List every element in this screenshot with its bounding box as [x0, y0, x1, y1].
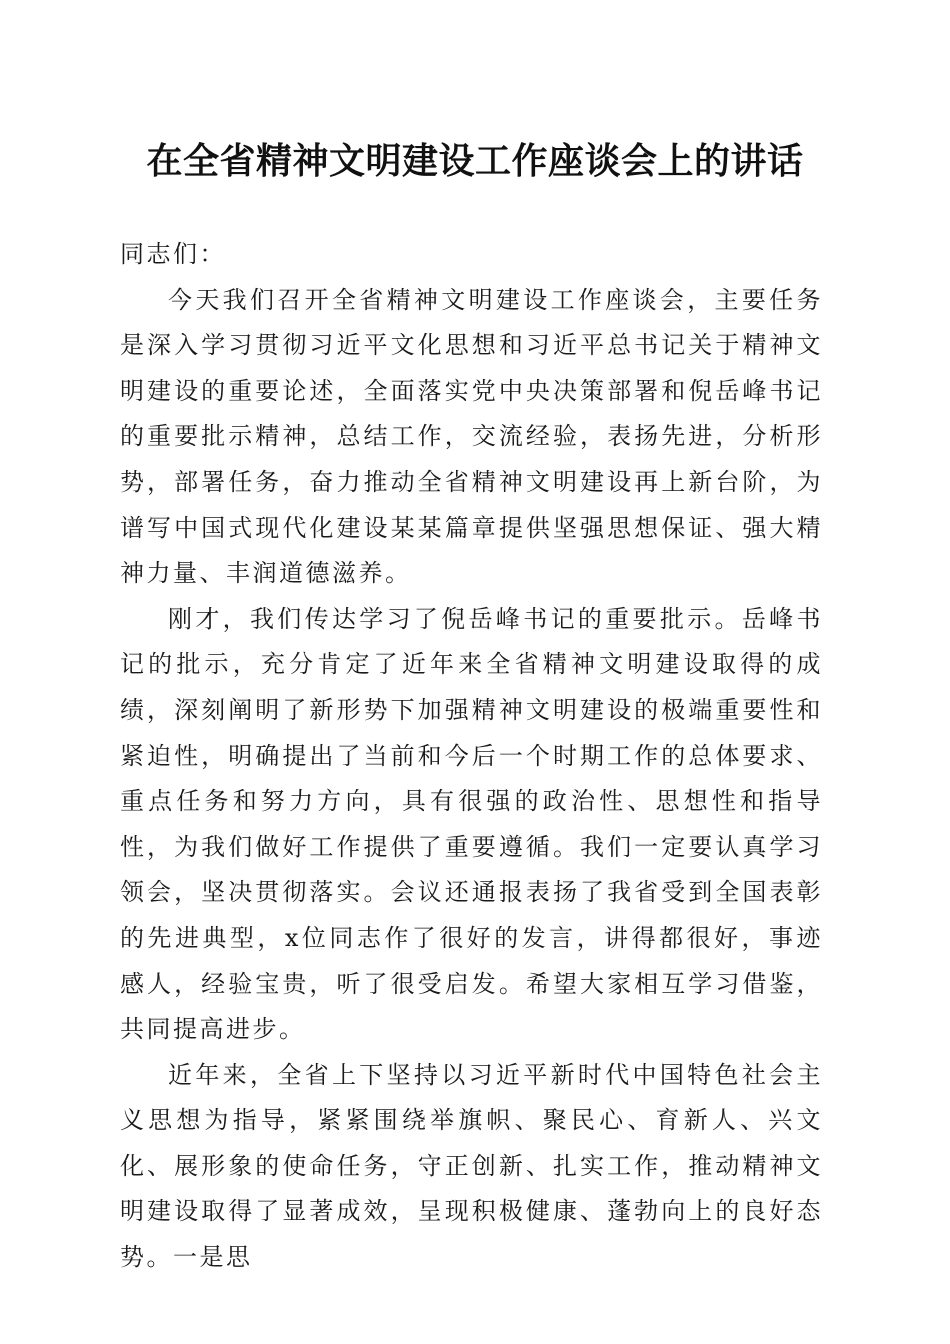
document-title: 在全省精神文明建设工作座谈会上的讲话 [146, 140, 804, 182]
paragraph-3: 近年来，全省上下坚持以习近平新时代中国特色社会主义思想为指导，紧紧围绕举旗帜、聚民心、育新人、兴文化、展形象的使命任务，守正创新、扎实工作，推动精神文明建设取得了显著成效，呈现积极健康、蓬勃向上的良好态势。一是思 [120, 1060, 823, 1272]
paragraph-1: 今天我们召开全省精神文明建设工作座谈会，主要任务是深入学习贯彻习近平文化思想和习近平总书记关于精神文明建设的重要论述，全面落实党中央决策部署和倪岳峰书记的重要批示精神，总结工作，交流经验，表扬先进，分析形势，部署任务，奋力推动全省精神文明建设再上新台阶，为谱写中国式现代化建设某某篇章提供坚强思想保证、强大精神力量、丰润道德滋养。 [120, 285, 823, 588]
salutation: 同志们： [120, 240, 226, 268]
document-body [120, 232, 823, 1281]
paragraph-2: 刚才，我们传达学习了倪岳峰书记的重要批示。岳峰书记的批示，充分肯定了近年来全省精神文明建设取得的成绩，深刻阐明了新形势下加强精神文明建设的极端重要性和紧迫性，明确提出了当前和今后一个时期工作的总体要求、重点任务和努力方向，具有很强的政治性、思想性和指导性，为我们做好工作提供了重要遵循。我们一定要认真学习领会，坚决贯彻落实。会议还通报表扬了我省受到全国表彰的先进典型，x位同志作了很好的发言，讲得都很好，事迹感人，经验宝贵，听了很受启发。希望大家相互学习借鉴，共同提高进步。 [120, 604, 823, 1044]
